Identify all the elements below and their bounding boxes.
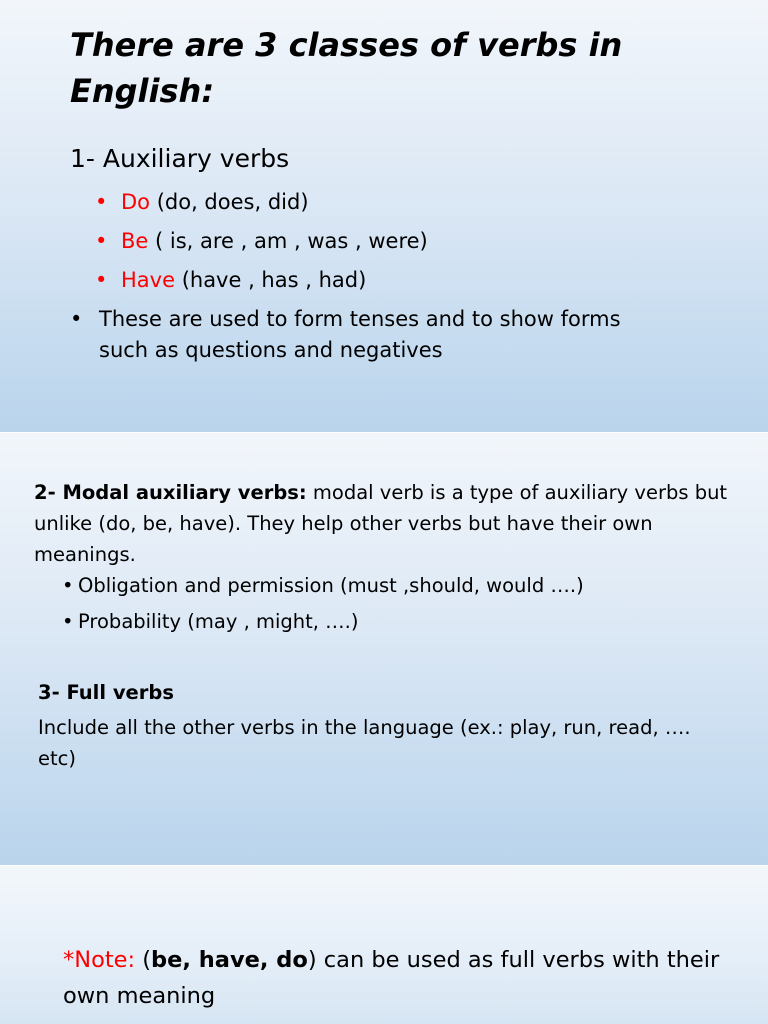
list-item (62, 607, 584, 643)
note-paragraph (63, 942, 723, 1014)
note-open-paren: ( (142, 947, 152, 973)
note-text: ) can be used as full verbs with their own meaning (63, 947, 720, 1009)
verb-be-forms: ( is, are , am , was , were) (148, 229, 428, 253)
bullet-icon: • (62, 610, 74, 633)
list-item-text: Obligation and permission (must ,should, would ….) (78, 574, 584, 597)
full-verbs-text: Include all the other verbs in the language (ex.: play, run, read, …. etc) (38, 716, 691, 770)
list-item (62, 571, 584, 607)
verb-do: Do (121, 190, 151, 214)
bullet-icon: • (95, 268, 108, 292)
bullet-icon: • (70, 307, 83, 331)
verb-have: Have (121, 268, 176, 292)
verb-do-forms: (do, does, did) (150, 190, 309, 214)
bullet-icon: • (62, 574, 74, 597)
slide-auxiliary-verbs (0, 0, 768, 432)
slide-note (0, 866, 768, 1024)
modal-verbs-paragraph (34, 477, 734, 570)
slide-modal-and-full-verbs (0, 433, 768, 865)
slide-title: There are 3 classes of verbs in English: (70, 26, 623, 110)
auxiliary-verbs-list (95, 186, 428, 303)
auxiliary-verbs-heading: 1- Auxiliary verbs (70, 144, 290, 173)
full-verbs-heading: 3- Full verbs (38, 681, 174, 704)
modal-verbs-heading: 2- Modal auxiliary verbs: (34, 481, 307, 504)
verb-have-forms: (have , has , had) (175, 268, 367, 292)
modal-verbs-list (62, 571, 584, 643)
usage-note-bullet (70, 304, 659, 366)
note-label: *Note: (63, 947, 143, 973)
usage-note-text: These are used to form tenses and to show forms such as questions and negatives (99, 307, 621, 362)
list-item-text: Probability (may , might, ….) (78, 610, 359, 633)
verb-be: Be (121, 229, 149, 253)
list-item-have (95, 264, 428, 303)
bullet-icon: • (95, 190, 108, 214)
note-verbs: be, have, do (151, 947, 308, 973)
modal-verbs-text: modal verb is a type of auxiliary verbs but unlike (do, be, have). They help other verbs but have their own meanings. (34, 481, 728, 566)
bullet-icon: • (95, 229, 108, 253)
list-item-be (95, 225, 428, 264)
list-item-do (95, 186, 428, 225)
